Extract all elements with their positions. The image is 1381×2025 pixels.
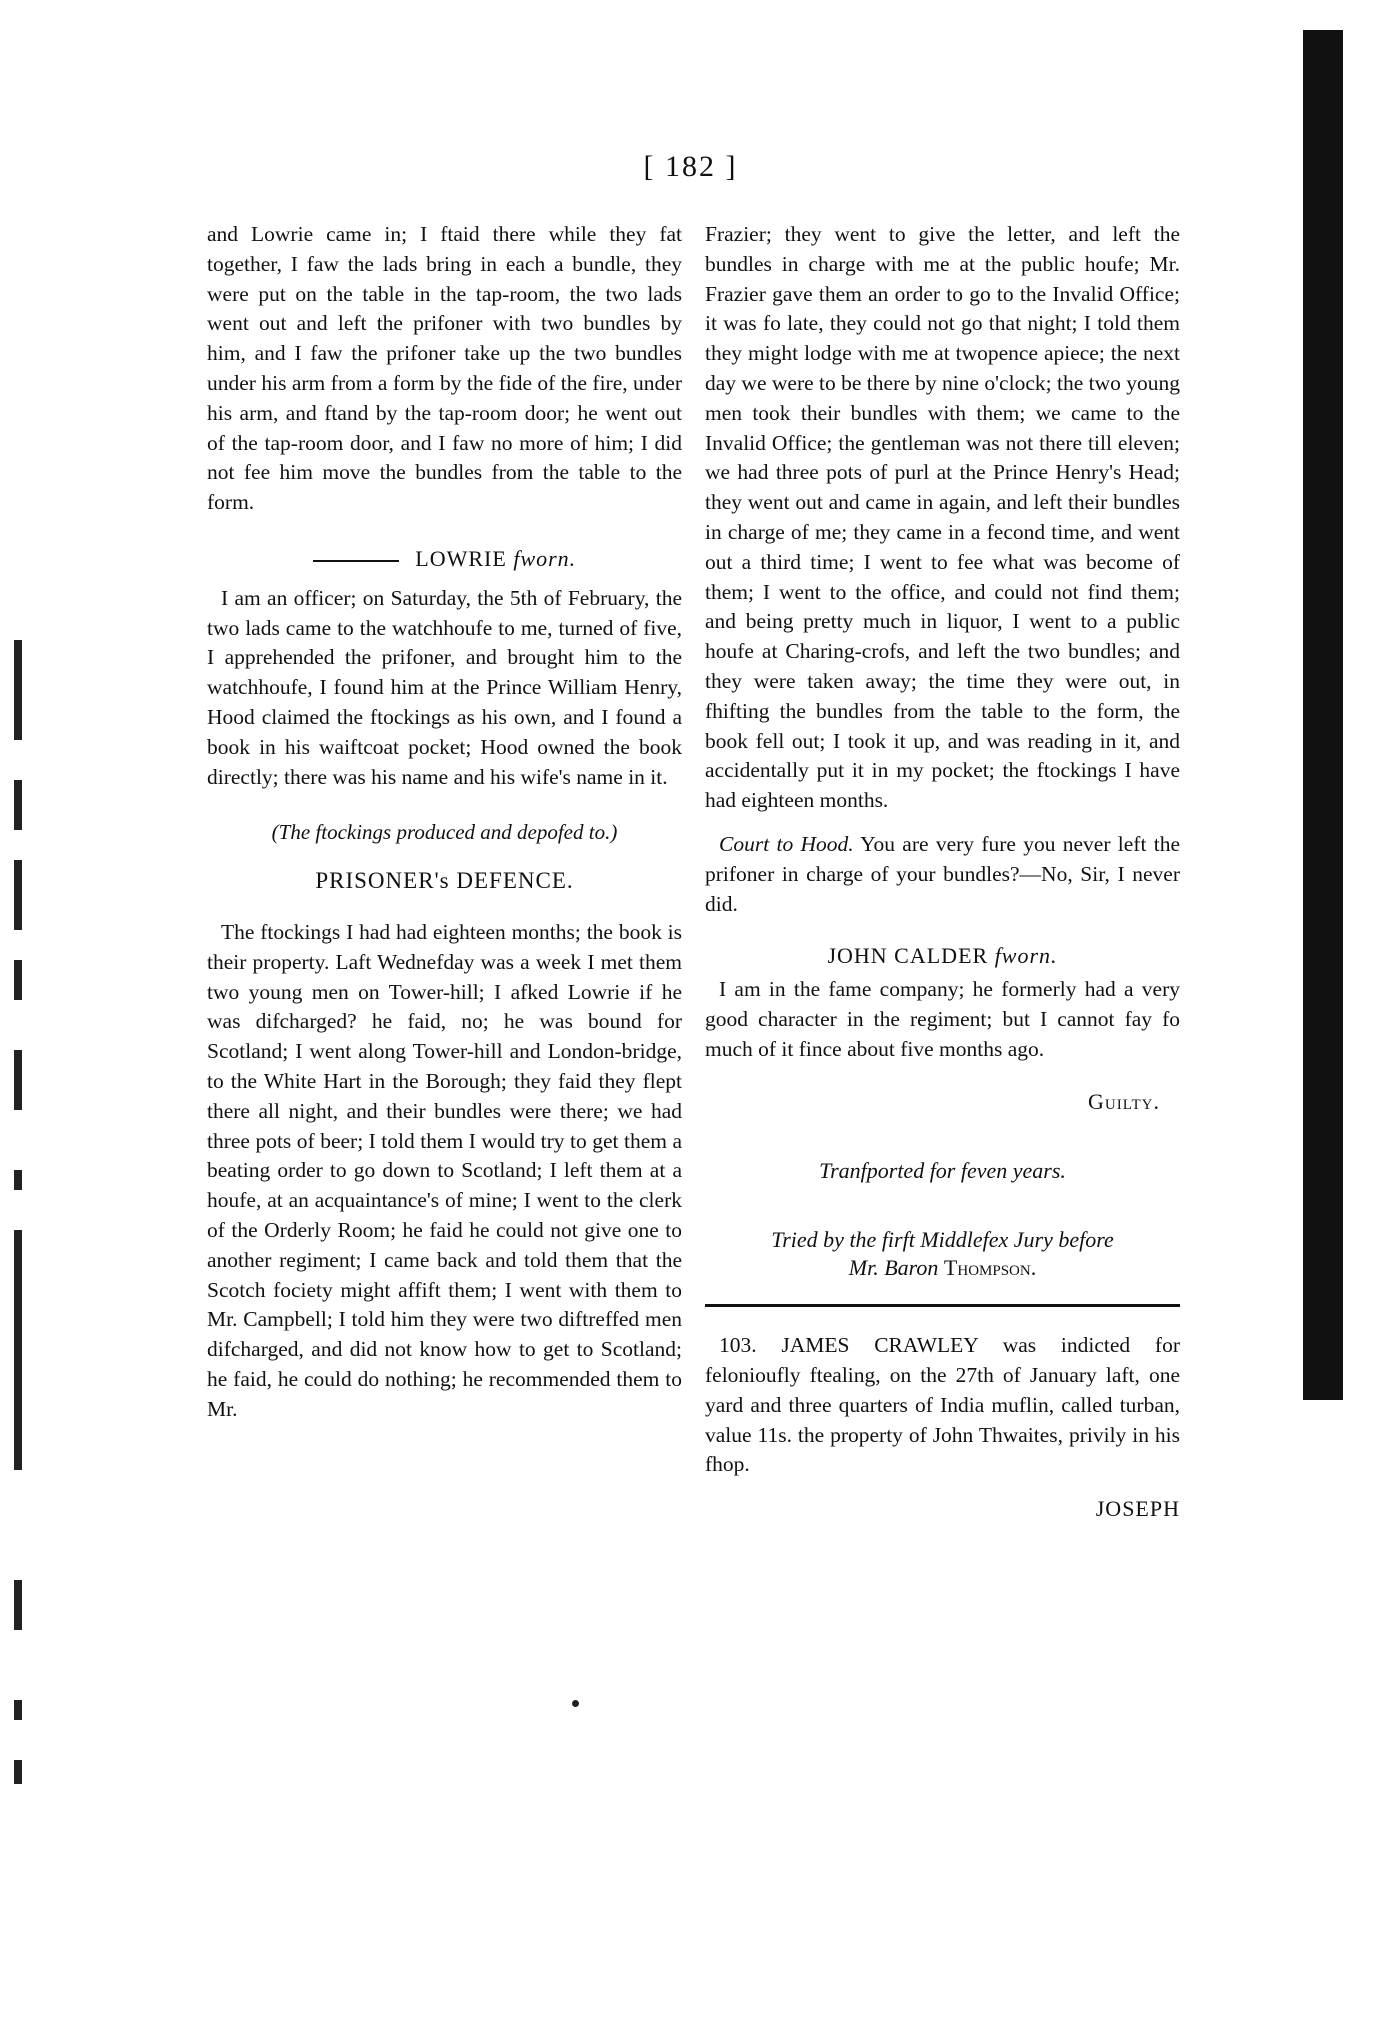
scan-speck (572, 1700, 579, 1707)
testimony-paragraph: and Lowrie came in; I ftaid there while they fat together, I faw the lads bring in each a bundle, they were put on the table in the tap-room, the two lads went out and left the prifoner with two bundles by him, and I faw the prifoner take up the two bundles under his arm from a form by the fide of the fire, under his arm, and ftand by the tap-room door; he went out of the tap-room door, and I faw no more of him; I did not fee him move the bundles from the table to the form. (207, 222, 682, 515)
defence-heading: PRISONER's DEFENCE. (315, 868, 574, 894)
trial-note-line: Tried by the firft Middlefex Jury before (771, 1227, 1114, 1253)
trial-note-judge-line (705, 1254, 1180, 1282)
page-number: [ 182 ] (643, 150, 738, 183)
scan-edge-mark (14, 860, 22, 930)
evidence-note: (The ftockings produced and depofed to.) (271, 820, 618, 845)
witness-name: JOHN CALDER (827, 943, 989, 969)
verdict: Guilty. (1088, 1088, 1160, 1114)
witness-name: LOWRIE (415, 545, 507, 571)
sentence: Tranfported for feven years. (819, 1158, 1066, 1184)
section-divider (705, 1304, 1180, 1307)
scan-edge-mark (14, 1050, 22, 1110)
witness-heading-lowrie (207, 544, 682, 574)
defence-paragraph: The ftockings I had had eighteen months; the book is their property. Laft Wednefday was a week I met them two young men on Tower-hill; I afked Lowrie if he was difcharged? he faid, no; he was bound for Scotland; I went along Tower-hill and London-bridge, to the White Hart in the Borough; they faid they flept there all night, and their bundles were there; we had three pots of beer; I told them I would try to get them a beating order to go down to Scotland; I left them at a houfe, at an acquaintance's of mine; I went to the clerk of the Orderly Room; he faid he could not give one to another regiment; I came back and told them that the Scotch fociety might affift them; I went with them to Mr. Campbell; I told him they were two diftreffed men difcharged, and did not know how to get to Scotland; he faid, he could do nothing; he recommended them to Mr. (207, 919, 682, 1421)
scan-edge-bar (1303, 30, 1343, 1400)
court-question (705, 830, 1180, 919)
testimony-paragraph: I am in the fame company; he formerly had a very good character in the regiment; but I cannot fay fo much of it fince about five months ago. (705, 977, 1180, 1061)
court-question-text: You are very fure you never left the prifoner in charge of your bundles?—No, Sir, I never did. (705, 831, 1180, 916)
judge-name: Thompson. (943, 1255, 1037, 1281)
trial-note (705, 1226, 1180, 1282)
right-column (705, 220, 1180, 1524)
court-question-label: Court to Hood. (719, 831, 854, 856)
witness-heading-calder (705, 941, 1180, 971)
left-column (207, 220, 682, 1424)
testimony-paragraph: I am an officer; on Saturday, the 5th of February, the two lads came to the watchhoufe to me, turned of five, I apprehended the prifoner, and brought him to the watchhoufe, I found him at the Prince William Henry, Hood claimed the ftockings as his own, and I found a book in his waiftcoat pocket; Hood owned the book directly; there was his name and his wife's name in it. (207, 585, 682, 789)
scan-edge-mark (14, 1230, 22, 1470)
catchword: JOSEPH (1095, 1496, 1180, 1522)
heading-dash (313, 560, 399, 562)
scan-edge-mark (14, 1700, 22, 1720)
scan-edge-mark (14, 640, 22, 740)
judge-title: Mr. Baron (848, 1255, 939, 1281)
defence-continuation: Frazier; they went to give the letter, and left the bundles in charge with me at the public houfe; Mr. Frazier gave them an order to go to the Invalid Office; it was fo late, they could not go that night; I told them they might lodge with me at twopence apiece; the next day we were to be there by nine o'clock; the two young men took their bundles with them; we came to the Invalid Office; the gentleman was not there till eleven; we had three pots of purl at the Prince Henry's Head; they went out and came in again, and left their bundles in charge of me; they came in a fecond time, and went out a third time; I went to fee what was become of them; I went to the office, and could not find them; and being pretty much in liquor, I went to a public houfe at Charing-crofs, and left the two bundles; and they were taken away; the time they were out, in fhifting the bundles from the table to the form, the book fell out; I took it up, and was reading in it, and accidentally put it in my pocket; the ftockings I have had eighteen months. (705, 222, 1180, 813)
scan-edge-mark (14, 780, 22, 830)
scan-edge-mark (14, 960, 22, 1000)
scan-edge-mark (14, 1580, 22, 1630)
sworn-label: fworn. (994, 943, 1058, 969)
indictment-paragraph: 103. JAMES CRAWLEY was indicted for felonioufly ftealing, on the 27th of January laft, one yard and three quarters of India muflin, called turban, value 11s. the property of John Thwaites, privily in his fhop. (705, 1333, 1180, 1477)
sworn-label: fworn. (513, 545, 577, 571)
scan-edge-mark (14, 1760, 22, 1784)
scan-edge-mark (14, 1170, 22, 1190)
